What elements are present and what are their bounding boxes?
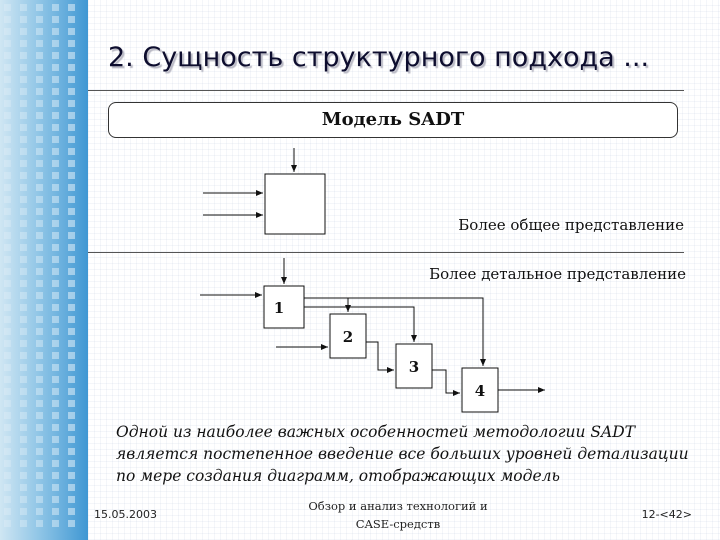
caption-line: по мере создания диаграмм, отображающих модель bbox=[116, 467, 560, 485]
caption-text bbox=[116, 421, 696, 487]
model-label-box: Модель SADT bbox=[108, 102, 678, 138]
footer-title bbox=[288, 497, 508, 533]
detail-box-2-label: 2 bbox=[342, 328, 354, 346]
slide-title: 2. Сущность структурного подхода ... bbox=[108, 42, 650, 73]
label-general-view: Более общее представление bbox=[458, 216, 684, 234]
link-2-3 bbox=[366, 342, 394, 370]
detail-box-1-label: 1 bbox=[273, 299, 285, 317]
footer-page-number: 12-<42> bbox=[641, 508, 692, 521]
detail-box-4-label: 4 bbox=[474, 382, 486, 400]
label-detailed-view: Более детальное представление bbox=[429, 265, 686, 283]
footer-title-line: Обзор и анализ технологий и bbox=[308, 499, 488, 513]
general-function-box bbox=[265, 174, 325, 234]
caption-line: Одной из наиболее важных особенностей методологии SADT bbox=[116, 423, 636, 441]
caption-line: является постепенное введение все больших уровней детализации bbox=[116, 445, 689, 463]
link-1-2 bbox=[304, 298, 348, 312]
footer-title-line: CASE-средств bbox=[355, 517, 441, 531]
footer-date: 15.05.2003 bbox=[94, 508, 157, 521]
detail-box-3-label: 3 bbox=[408, 358, 420, 376]
link-3-4 bbox=[432, 370, 460, 393]
